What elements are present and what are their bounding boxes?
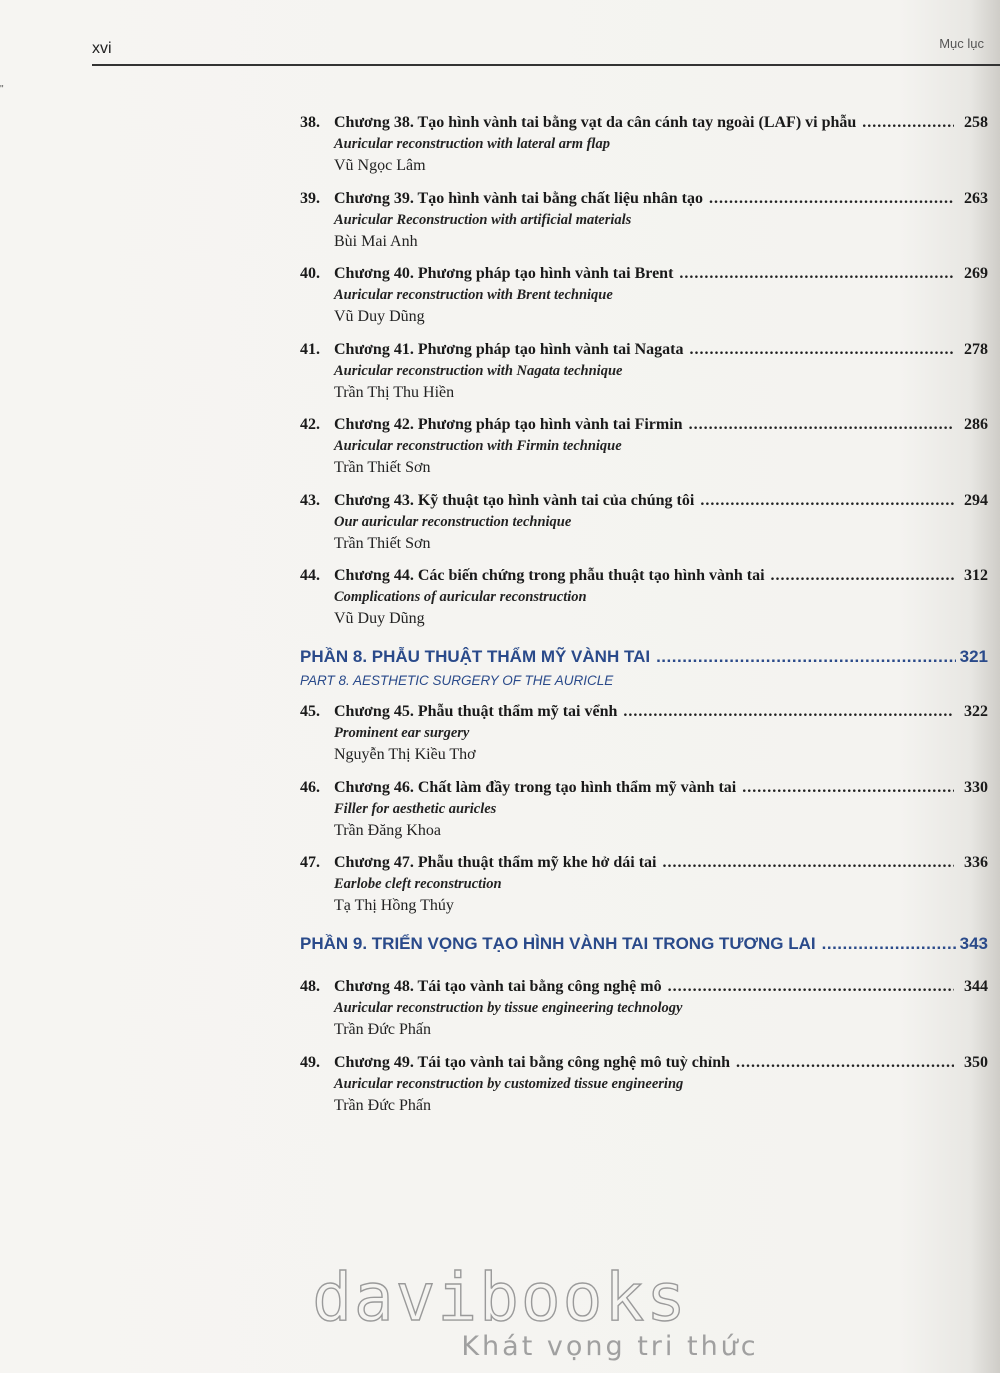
dot-leader	[862, 112, 954, 134]
dot-leader	[663, 852, 955, 874]
entry-number: 43.	[300, 491, 320, 509]
toc-entry-44[interactable]	[300, 565, 988, 645]
entry-number: 41.	[300, 340, 320, 358]
entry-title: Chương 42. Phương pháp tạo hình vành tai Firmin	[334, 416, 683, 433]
watermark-tagline: Khát vọng tri thức	[461, 1331, 759, 1362]
entry-title: Chương 45. Phẫu thuật thẩm mỹ tai vểnh	[334, 703, 618, 720]
entry-author: Trần Đức Phấn	[334, 1021, 431, 1038]
dot-leader	[668, 976, 954, 998]
toc-entry-46[interactable]	[300, 777, 988, 853]
toc-entry-43[interactable]	[300, 490, 988, 566]
toc-entry-38[interactable]	[300, 112, 988, 188]
entry-title: Chương 38. Tạo hình vành tai bằng vạt da cân cánh tay ngoài (LAF) vi phẫu	[334, 114, 857, 131]
entry-author: Bùi Mai Anh	[334, 232, 418, 250]
entry-subtitle: Our auricular reconstruction technique	[334, 513, 572, 530]
entry-title: Chương 39. Tạo hình vành tai bằng chất liệu nhân tạo	[334, 189, 703, 207]
entry-number: 46.	[300, 778, 320, 796]
entry-subtitle: Earlobe cleft reconstruction	[334, 876, 502, 892]
entry-title: Chương 48. Tái tạo vành tai bằng công nghệ mô	[334, 978, 662, 995]
part-page: 343	[959, 934, 988, 953]
dot-leader	[656, 645, 956, 669]
toc-entry-49[interactable]	[300, 1052, 988, 1128]
entry-number: 44.	[300, 567, 320, 584]
margin-mark: "	[0, 84, 4, 95]
part-9-heading[interactable]	[300, 932, 988, 976]
entry-author: Trần Đăng Khoa	[334, 821, 441, 839]
entry-author: Trần Thiết Sơn	[334, 459, 431, 476]
entry-author: Trần Thiết Sơn	[334, 534, 431, 552]
entry-number: 48.	[300, 978, 320, 995]
toc-entry-45[interactable]	[300, 701, 988, 777]
entry-title: Chương 49. Tái tạo vành tai bằng công nghệ mô tuỳ chỉnh	[334, 1053, 731, 1071]
entry-number: 47.	[300, 854, 320, 871]
entry-number: 40.	[300, 265, 320, 282]
entry-page: 344	[964, 978, 988, 995]
entry-author: Trần Thị Thu Hiền	[334, 383, 455, 401]
entry-page: 350	[964, 1053, 988, 1071]
entry-number: 42.	[300, 416, 320, 433]
dot-leader	[679, 263, 954, 285]
header-rule	[92, 64, 1000, 66]
table-of-contents	[300, 112, 988, 1127]
entry-subtitle: Auricular reconstruction by customized tissue engineering	[334, 1075, 684, 1092]
entry-title: Chương 43. Kỹ thuật tạo hình vành tai của chúng tôi	[334, 491, 695, 509]
entry-page: 258	[964, 114, 988, 131]
entry-subtitle: Auricular reconstruction with Nagata technique	[334, 362, 623, 379]
toc-entry-48[interactable]	[300, 976, 988, 1052]
toc-entry-42[interactable]	[300, 414, 988, 490]
entry-subtitle: Auricular reconstruction with Firmin technique	[334, 438, 622, 454]
entry-page: 286	[964, 416, 988, 433]
dot-leader	[700, 490, 954, 512]
entry-subtitle: Auricular reconstruction with lateral arm flap	[334, 136, 610, 152]
entry-page: 269	[964, 265, 988, 282]
entry-number: 45.	[300, 703, 320, 720]
entry-page: 263	[964, 189, 988, 207]
entry-page: 322	[964, 703, 988, 720]
part-page: 321	[959, 647, 988, 666]
entry-page: 294	[964, 491, 988, 509]
entry-subtitle: Auricular reconstruction by tissue engineering technology	[334, 1000, 683, 1016]
entry-title: Chương 47. Phẫu thuật thẩm mỹ khe hở dái tai	[334, 854, 657, 871]
entry-page: 312	[964, 567, 988, 584]
entry-subtitle: Filler for aesthetic auricles	[334, 800, 497, 817]
part-8-heading[interactable]	[300, 645, 988, 701]
entry-author: Vũ Duy Dũng	[334, 610, 425, 627]
section-name: Mục lục	[939, 36, 984, 51]
dot-leader	[689, 414, 954, 436]
entry-title: Chương 40. Phương pháp tạo hình vành tai Brent	[334, 265, 674, 282]
toc-entry-41[interactable]	[300, 339, 988, 415]
entry-title: Chương 41. Phương pháp tạo hình vành tai Nagata	[334, 340, 684, 358]
entry-author: Vũ Ngọc Lâm	[334, 157, 426, 174]
entry-number: 39.	[300, 189, 320, 207]
entry-subtitle: Auricular Reconstruction with artificial materials	[334, 211, 632, 228]
part-subtitle: PART 8. AESTHETIC SURGERY OF THE AURICLE	[300, 673, 614, 688]
entry-page: 336	[964, 854, 988, 871]
entry-title: Chương 44. Các biến chứng trong phẫu thuật tạo hình vành tai	[334, 567, 765, 584]
entry-author: Vũ Duy Dũng	[334, 308, 425, 325]
entry-subtitle: Auricular reconstruction with Brent technique	[334, 287, 613, 303]
entry-page: 330	[964, 778, 988, 796]
dot-leader	[623, 701, 954, 723]
entry-author: Nguyễn Thị Kiều Thơ	[334, 746, 476, 763]
dot-leader	[742, 777, 954, 799]
entry-subtitle: Prominent ear surgery	[334, 725, 470, 741]
part-title: PHẦN 9. TRIỂN VỌNG TẠO HÌNH VÀNH TAI TRONG TƯƠNG LAI	[300, 934, 816, 953]
toc-entry-40[interactable]	[300, 263, 988, 339]
dot-leader	[771, 565, 954, 587]
entry-number: 49.	[300, 1053, 320, 1071]
toc-entry-47[interactable]	[300, 852, 988, 932]
dot-leader	[736, 1052, 954, 1074]
entry-page: 278	[964, 340, 988, 358]
entry-author: Tạ Thị Hồng Thúy	[334, 897, 454, 914]
entry-author: Trần Đức Phấn	[334, 1096, 431, 1114]
part-title: PHẦN 8. PHẪU THUẬT THẨM MỸ VÀNH TAI	[300, 647, 651, 666]
toc-entry-39[interactable]	[300, 188, 988, 264]
entry-subtitle: Complications of auricular reconstruction	[334, 589, 587, 605]
running-head	[92, 36, 984, 64]
page-number: xvi	[92, 40, 112, 57]
watermark-brand: davibooks	[312, 1259, 688, 1336]
entry-title: Chương 46. Chất làm đầy trong tạo hình thẩm mỹ vành tai	[334, 778, 737, 796]
dot-leader	[709, 188, 954, 210]
dot-leader	[689, 339, 954, 361]
entry-number: 38.	[300, 114, 320, 131]
dot-leader	[822, 932, 956, 956]
